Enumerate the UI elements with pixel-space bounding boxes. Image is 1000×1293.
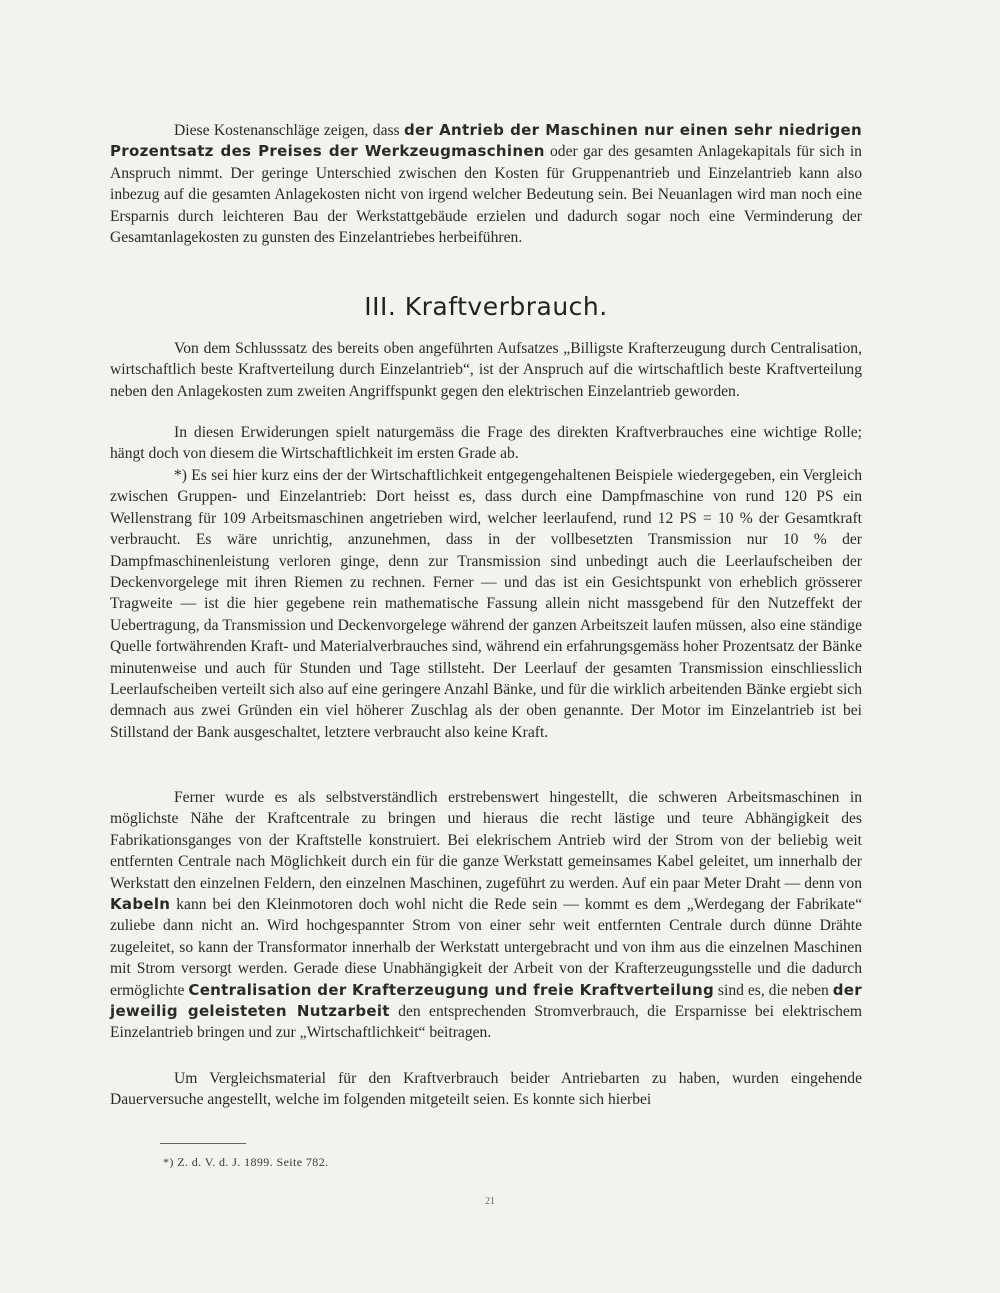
ferner-text-3: sind es, die neben — [714, 981, 833, 999]
ferner-text-1: Ferner wurde es als selbstverständlich erstrebenswert hingestellt, die schweren Arbeitsmaschinen in möglichste Nähe der Kraftcentrale zu bringen und hieraus die recht lästige und teure Abhängigkeit des Fabrikationsganges von der Kraftstelle konstruiert. Bei elekrischem Antrieb wird der Strom von der beliebig weit entfernten Centrale nach Möglichkeit durch ein für die ganze Werkstatt gemeinsames Kabel geleitet, um innerhalb der Werkstatt den einzelnen Feldern, den einzelnen Maschinen, zugeführt zu werden. Auf ein paar Meter Draht — denn von — [110, 789, 862, 892]
paragraph-schlusssatz: Von dem Schlusssatz des bereits oben angeführten Aufsatzes „Billigste Krafterzeugung durch Centralisation, wirtschaftlich beste Kraftverteilung durch Einzelantrieb“, ist der Anspruch auf die wirtschaftlich beste Kraftverteilung neben den Anlagekosten zum zweiten Angriffspunkt gegen den elektrischen Einzelantrieb geworden. — [110, 340, 862, 400]
paragraph-ferner — [110, 787, 862, 1044]
footnote-divider — [160, 1143, 246, 1144]
paragraph-vergleichsmaterial: Um Vergleichsmaterial für den Kraftverbrauch beider Antriebarten zu haben, wurden eingehende Dauerversuche angestellt, welche im folgenden mitgeteilt seien. Es konnte sich hierbei — [110, 1070, 862, 1109]
footnote: *) Z. d. V. d. J. 1899. Seite 782. — [163, 1155, 329, 1169]
intro-text-1: Diese Kostenanschläge zeigen, dass — [174, 122, 404, 139]
intro-paragraph — [110, 120, 862, 248]
ferner-emphasis-kabeln: Kabeln — [110, 895, 171, 914]
section-heading: III. Kraftverbrauch. — [364, 292, 608, 321]
intro-emphasis: der Antrieb der Maschinen nur einen sehr niedrigen Prozentsatz des Preises der Werkzeugmaschinen — [110, 121, 862, 161]
ferner-text-4: den entsprechenden Stromverbrauch, die Ersparnisse bei elektrischem Einzelantrieb bringen und zur „Wirtschaftlichkeit“ beitragen. — [110, 1003, 862, 1042]
ferner-emphasis-centralisation: Centralisation der Krafterzeugung und freie Kraftverteilung — [188, 980, 715, 999]
paragraph-beispiel: *) Es sei hier kurz eins der der Wirtschaftlichkeit entgegengehaltenen Beispiele wiedergegeben, ein Vergleich zwischen Gruppen- und Einzelantrieb: Dort heisst es, dass durch eine Dampfmaschine von rund 120 PS ein Wellenstrang für 109 Arbeitsmaschinen angetrieben wird, welcher leerlaufend, rund 12 PS = 10 % der Gesamtkraft verbraucht. Es wäre unrichtig, anzunehmen, dass in der vollbesetzten Transmission nur 10 % der Dampfmaschinenleistung verloren ginge, denn zur Transmission sind unbedingt auch die Leerlaufscheiben der Deckenvorgelege mit ihren Riemen zu rechnen. Ferner — und das ist ein Gesichtspunkt von erheblich grösserer Tragweite — ist die hier gegebene rein mathematische Fassung allein nicht massgebend für den Nutzeffekt der Uebertragung, da Transmission und Deckenvorgelege während der ganzen Arbeitszeit laufen müssen, also eine ständige Quelle fortwährenden Kraft- und Materialverbrauches sind, während ein erfahrungsgemäss hoher Prozentsatz der Bänke minutenweise und auch für Stunden und Tage stillsteht. Der Leerlauf der gesamten Transmission einschliesslich Leerlaufscheiben verteilt sich also auf eine geringere Anzahl Bänke, und für die wirklich arbeitenden Bänke ergiebt sich demnach aus zwei Gründen ein viel höherer Zuschlag als der oben genannte. Der Motor im Einzelantrieb ist bei Stillstand der Bank ausgeschaltet, letztere verbraucht also keine Kraft. — [110, 467, 862, 741]
page-number: 21 — [485, 1196, 495, 1207]
ferner-emphasis-nutzarbeit: der jeweilig geleisteten Nutzarbeit — [110, 980, 862, 1021]
ferner-text-2: kann bei den Kleinmotoren doch wohl nicht die Rede sein — kommt es dem „Werdegang der Fabrikate“ zuliebe dann nicht an. Wird hochgespannter Strom von einer sehr weit entfernten Centrale durch dünne Drähte zugeleitet, so kann der Transformator innerhalb der Werkstatt untergebracht und von ihm aus die einzelnen Maschinen mit Strom versorgt werden. Gerade diese Unabhängigkeit der Arbeit von der Krafterzeugungsstelle und die dadurch ermöglichte — [110, 896, 862, 999]
paragraph-erwiderungen: In diesen Erwiderungen spielt naturgemäss die Frage des direkten Kraftverbrauches eine wichtige Rolle; hängt doch von diesem die Wirtschaftlichkeit im ersten Grade ab. — [110, 424, 862, 463]
intro-text-2: oder gar des gesamten Anlagekapitals für sich in Anspruch nimmt. Der geringe Unterschied zwischen den Kosten für Gruppenantrieb und Einzelantrieb kann also inbezug auf die gesamten Anlagekosten nicht von irgend welcher Bedeutung sein. Bei Neuanlagen wird man noch eine Ersparnis durch leichteren Bau der Werkstattgebäude erzielen und dadurch sogar noch eine Verminderung der Gesamtanlagekosten zu gunsten des Einzelantriebes herbeiführen. — [110, 143, 862, 247]
